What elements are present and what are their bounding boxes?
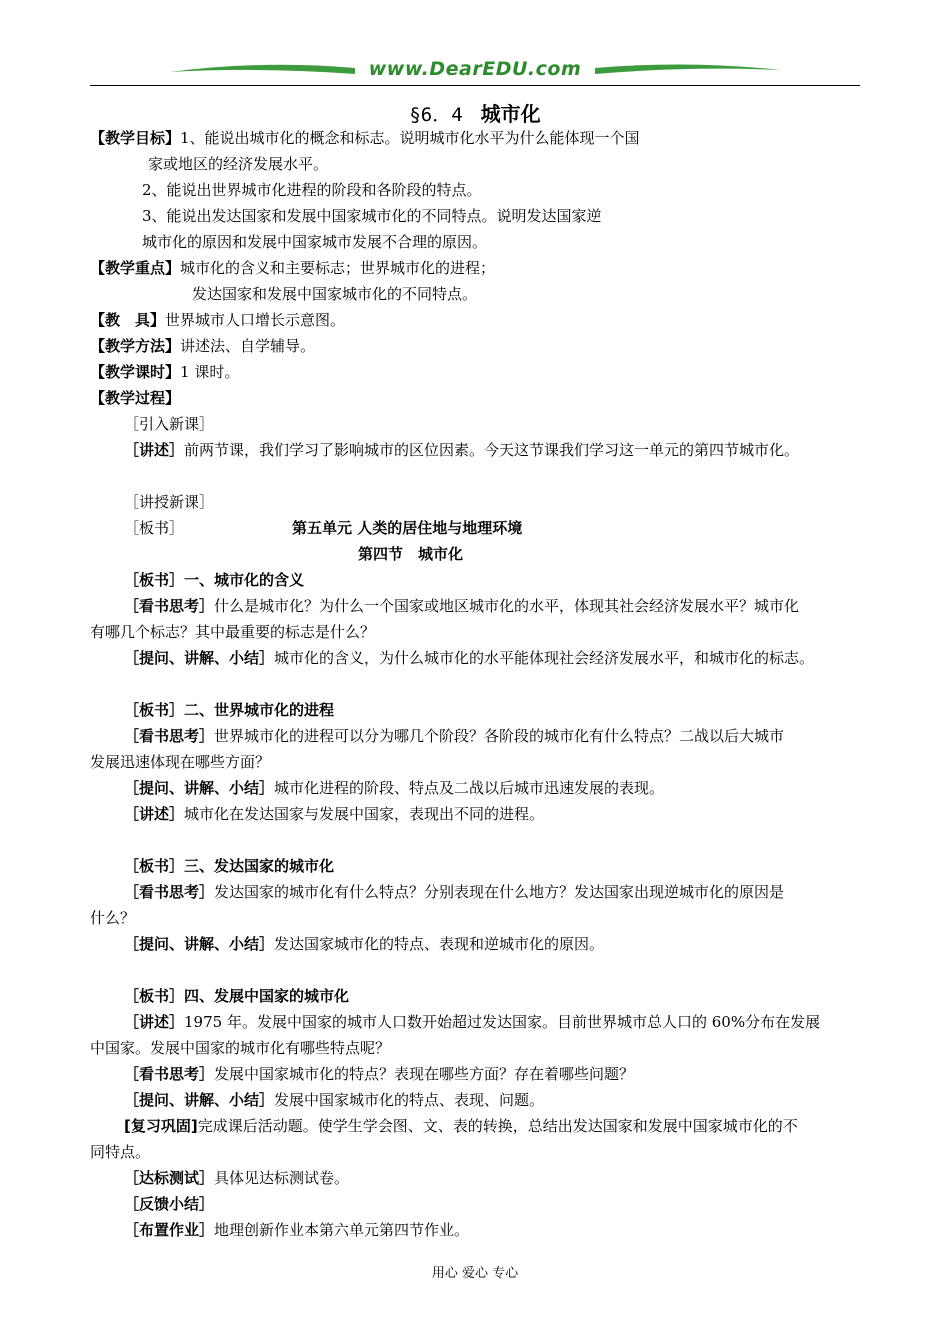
focus-line-1: 【教学重点】城市化的含义和主要标志；世界城市化的进程；: [90, 259, 496, 277]
part2-board: ［板书］二、世界城市化的进程: [124, 701, 335, 719]
objectives-line-2: 2、能说出世界城市化进程的阶段和各阶段的特点。: [142, 181, 482, 199]
focus-line-2: 发达国家和发展中国家城市化的不同特点。: [192, 285, 478, 303]
new-lesson-label: ［讲授新课］: [124, 493, 215, 511]
part3-board: ［板书］三、发达国家的城市化: [124, 857, 335, 875]
header-rule: [90, 85, 860, 86]
part4-talk: ［讲述］1975 年。发展中国家的城市人口数开始超过发达国家。目前世界城市总人口的 60%分布在发展: [124, 1013, 821, 1031]
objectives-line-1b: 家或地区的经济发展水平。: [148, 155, 329, 173]
intro-label: ［引入新课］: [124, 415, 215, 433]
part4-review-cont: 同特点。: [90, 1143, 151, 1161]
part4-feedback: ［反馈小结］: [124, 1195, 215, 1213]
hours-line: 【教学课时】1 课时。: [90, 363, 240, 381]
tools-line: 【教 具】世界城市人口增长示意图。: [90, 311, 346, 329]
part4-homework: ［布置作业］地理创新作业本第六单元第四节作业。: [124, 1221, 470, 1239]
unit-heading: 第五单元 人类的居住地与地理环境: [292, 519, 523, 537]
site-logo-text[interactable]: www.DearEDU.com: [368, 58, 582, 80]
part2-ask: ［提问、讲解、小结］城市化进程的阶段、特点及二战以后城市迅速发展的表现。: [124, 779, 665, 797]
site-header: [90, 58, 860, 90]
part2-talk: ［讲述］城市化在发达国家与发展中国家，表现出不同的进程。: [124, 805, 545, 823]
part1-board: ［板书］一、城市化的含义: [124, 571, 305, 589]
part4-ask: ［提问、讲解、小结］发展中国家城市化的特点、表现、问题。: [124, 1091, 545, 1109]
method-line: 【教学方法】讲述法、自学辅导。: [90, 337, 316, 355]
part4-review: [复习巩固]完成课后活动题。使学生学会图、文、表的转换，总结出发达国家和发展中国家城市化的不: [124, 1117, 798, 1135]
page-title: [0, 98, 950, 127]
part3-think-cont: 什么？: [90, 909, 136, 927]
board-label: ［板书］: [124, 519, 185, 537]
objectives-line-3b: 城市化的原因和发展中国家城市发展不合理的原因。: [142, 233, 488, 251]
part4-board: ［板书］四、发展中国家的城市化: [124, 987, 350, 1005]
section-heading: 第四节 城市化: [358, 545, 464, 563]
part1-think: ［看书思考］什么是城市化？为什么一个国家或地区城市化的水平，体现其社会经济发展水平？城市化: [124, 597, 800, 615]
part3-think: ［看书思考］发达国家的城市化有什么特点？分别表现在什么地方？发达国家出现逆城市化的原因是: [124, 883, 785, 901]
part2-think: ［看书思考］世界城市化的进程可以分为哪几个阶段？各阶段的城市化有什么特点？二战以后大城市: [124, 727, 785, 745]
objectives-line-3: 3、能说出发达国家和发展中国家城市化的不同特点。说明发达国家逆: [142, 207, 602, 225]
section-number: §6．4: [409, 104, 463, 126]
part3-ask: ［提问、讲解、小结］发达国家城市化的特点、表现和逆城市化的原因。: [124, 935, 605, 953]
part4-test: ［达标测试］具体见达标测试卷。: [124, 1169, 350, 1187]
intro-talk: ［讲述］前两节课，我们学习了影响城市的区位因素。今天这节课我们学习这一单元的第四节城市化。: [124, 441, 800, 459]
process-heading: 【教学过程】: [90, 389, 181, 407]
part4-think: ［看书思考］发展中国家城市化的特点？表现在哪些方面？存在着哪些问题？: [124, 1065, 635, 1083]
part1-ask: ［提问、讲解、小结］城市化的含义，为什么城市化的水平能体现社会经济发展水平，和城市化的标志。: [124, 649, 815, 667]
objectives-line-1: 【教学目标】1、能说出城市化的概念和标志。说明城市化水平为什么能体现一个国: [90, 129, 640, 147]
section-name: 城市化: [480, 102, 541, 126]
part1-think-cont: 有哪几个标志？其中最重要的标志是什么？: [90, 623, 376, 641]
part2-think-cont: 发展迅速体现在哪些方面？: [90, 753, 271, 771]
part4-talk-cont: 中国家。发展中国家的城市化有哪些特点呢？: [90, 1039, 391, 1057]
page-footer: 用心 爱心 专心: [431, 1266, 519, 1281]
